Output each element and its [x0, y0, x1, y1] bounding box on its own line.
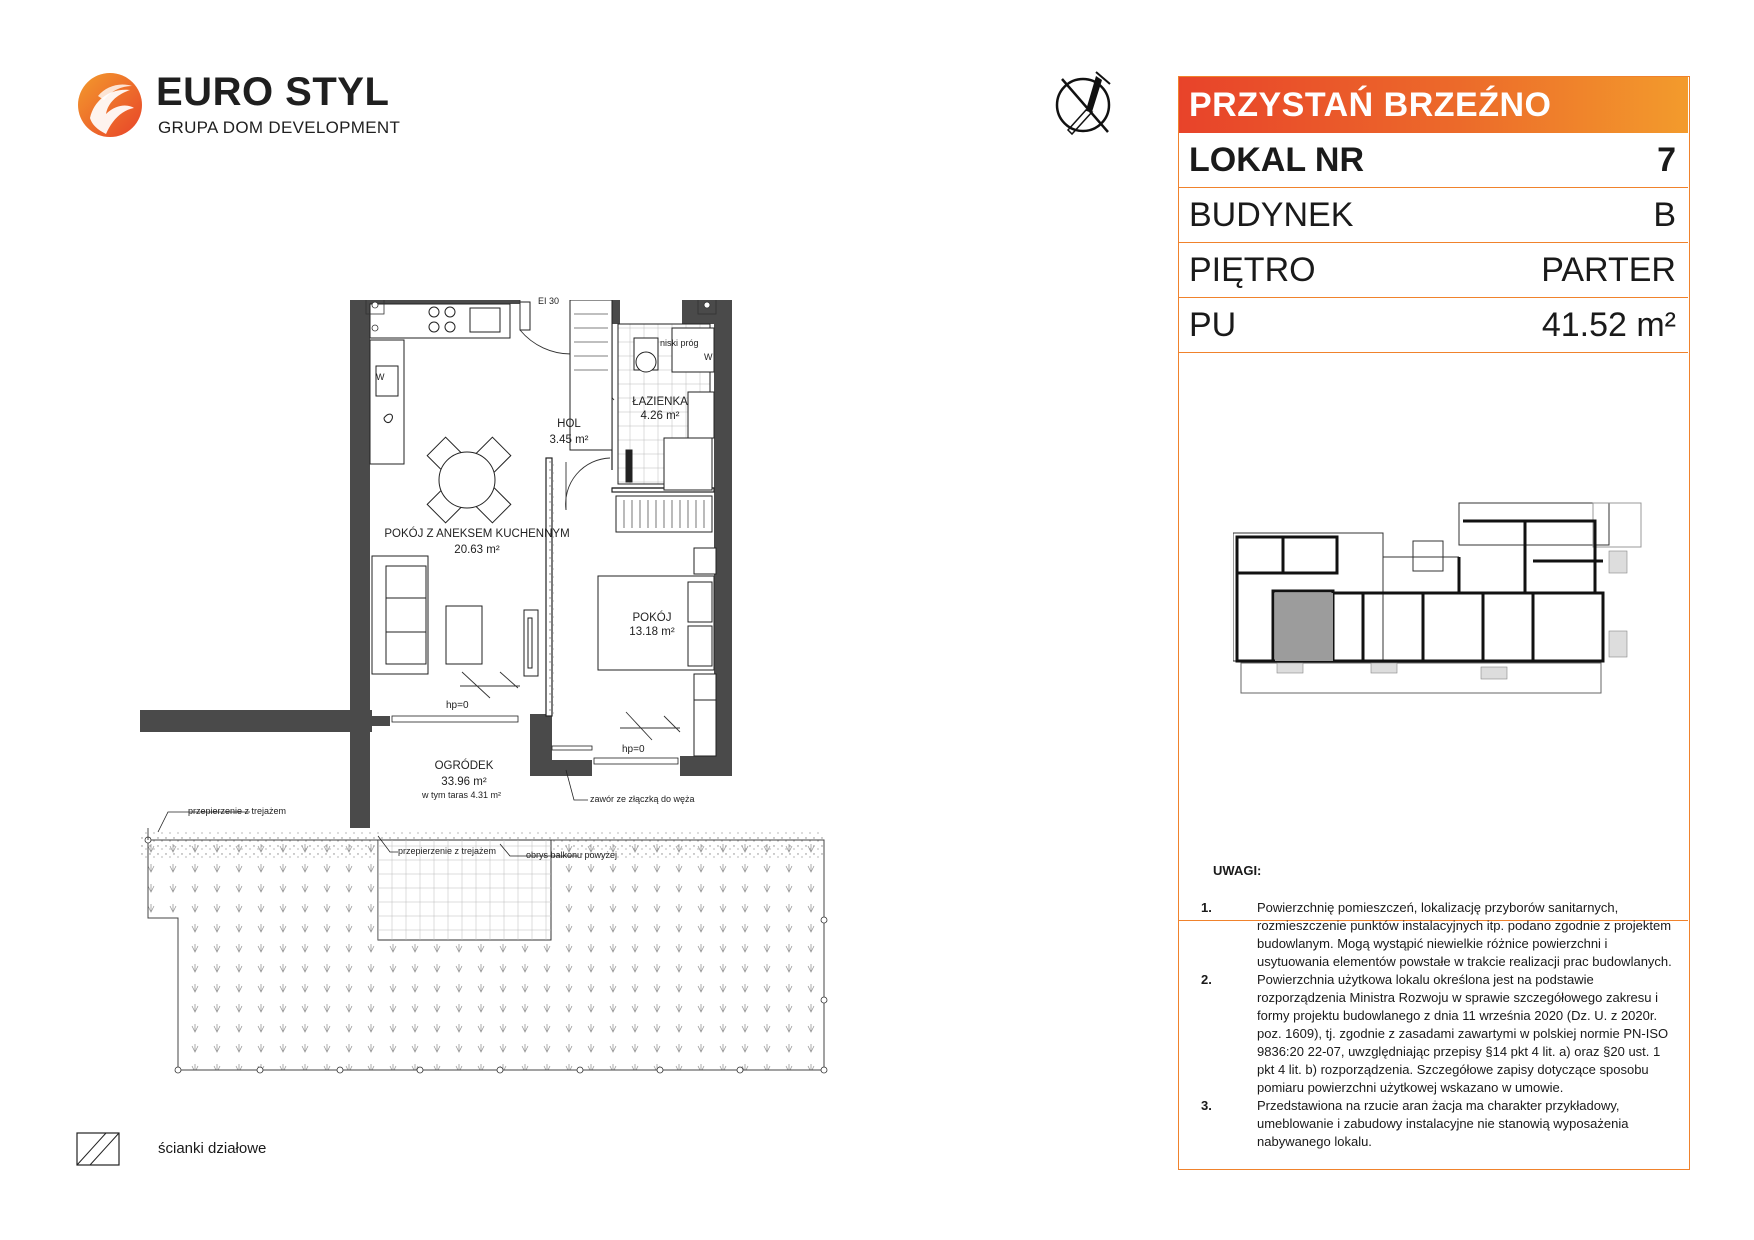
- room-name: ŁAZIENKA: [632, 396, 688, 408]
- floor-plan-drawing: [140, 300, 840, 1080]
- note-text: Powierzchnię pomieszczeń, lokalizację przyborów sanitarnych, rozmieszczenie punktów instalacyjnych itp. podano zgodnie z projektem budowlanym. Mogą wystąpić niewielkie różnice powierzchni i usytuowania elementów powstałe w trakcie realizacji prac budowlanych.: [1257, 900, 1672, 969]
- threshold-height-label: hp=0: [446, 700, 469, 711]
- water-valve-label: zawór ze złączką do węża: [590, 794, 695, 804]
- company-logo: [76, 68, 401, 144]
- row-key: BUDYNEK: [1189, 196, 1354, 234]
- row-unit-number: [1179, 133, 1688, 188]
- fire-door-label: EI 30: [538, 296, 560, 306]
- highlighted-unit: [1275, 593, 1333, 661]
- panel-header: [1179, 77, 1688, 133]
- room-area: 20.63 m²: [454, 544, 500, 556]
- row-key: LOKAL NR: [1189, 141, 1365, 179]
- note-item: [1201, 971, 1681, 1097]
- note-item: [1201, 1097, 1681, 1151]
- legend-label: ścianki działowe: [158, 1140, 267, 1157]
- trellis-partition-label: przepierzenie z trejażem: [188, 806, 287, 816]
- note-item: [1201, 899, 1681, 971]
- logo-flame-icon: [76, 70, 144, 140]
- logo-name: EURO STYL: [156, 70, 390, 114]
- row-value: 7: [1657, 141, 1676, 179]
- water-point-label: W: [704, 352, 713, 362]
- room-area: 3.45 m²: [549, 434, 589, 446]
- low-threshold-label: niski próg: [660, 338, 699, 348]
- row-value: 41.52 m²: [1541, 306, 1676, 344]
- partition-wall-legend-icon: [76, 1132, 120, 1166]
- building-key-plan: [1233, 501, 1643, 731]
- room-area: 33.96 m²: [441, 776, 487, 788]
- project-name: PRZYSTAŃ BRZEŹNO: [1189, 86, 1552, 124]
- notes-title: UWAGI:: [1213, 863, 1262, 878]
- note-number: 1.: [1201, 900, 1212, 915]
- trellis-partition-label: przepierzenie z trejażem: [398, 846, 497, 856]
- logo-subtitle: GRUPA DOM DEVELOPMENT: [158, 118, 401, 137]
- row-building: [1179, 188, 1688, 243]
- note-number: 3.: [1201, 1098, 1212, 1113]
- water-point-label: W: [376, 372, 385, 382]
- info-panel: [1178, 76, 1690, 1170]
- terrace-note: w tym taras 4.31 m²: [422, 790, 502, 800]
- floor-plan: [140, 296, 840, 1080]
- note-text: Powierzchnia użytkowa lokalu określona jest na podstawie rozporządzenia Ministra Rozwoju w sprawie szczegółowego zakresu i formy projektu budowlanego z dnia 11 września 2020 (Dz. U. z 2020r. poz. 1609), tj. zgodnie z zasadami zawartymi w polskiej normie PN-ISO 9836:20 22-07, uwzględniając przepisy §14 pkt 4 lit. a) oraz §20 ust. 1 pkt 4 lit. b) rozporządzenia. Szczegółowe zapisy dotyczące sposobu pomiaru powierzchni użytkowej wskazano w umowie.: [1257, 972, 1669, 1095]
- room-name: POKÓJ: [632, 612, 672, 624]
- room-name: HOL: [557, 418, 581, 430]
- row-usable-area: [1179, 298, 1688, 353]
- room-name: OGRÓDEK: [434, 760, 494, 772]
- north-arrow-icon: [1052, 70, 1118, 138]
- row-key: PU: [1189, 306, 1237, 344]
- threshold-height-label: hp=0: [622, 744, 645, 755]
- room-area: 13.18 m²: [629, 626, 675, 638]
- room-area: 4.26 m²: [640, 410, 680, 422]
- row-key: PIĘTRO: [1189, 251, 1316, 289]
- row-value: PARTER: [1541, 251, 1676, 289]
- balcony-outline-label: obrys balkonu powyżej: [526, 850, 618, 860]
- note-text: Przedstawiona na rzucie aran żacja ma charakter przykładowy, umeblowanie i zabudowy instalacyjne nie stanowią wyposażenia nabywanego lokalu.: [1257, 1098, 1629, 1149]
- note-number: 2.: [1201, 972, 1212, 987]
- room-name: POKÓJ Z ANEKSEM KUCHENNYM: [384, 528, 570, 540]
- row-floor: [1179, 243, 1688, 298]
- row-value: B: [1653, 196, 1676, 234]
- key-plan-area: [1179, 355, 1688, 921]
